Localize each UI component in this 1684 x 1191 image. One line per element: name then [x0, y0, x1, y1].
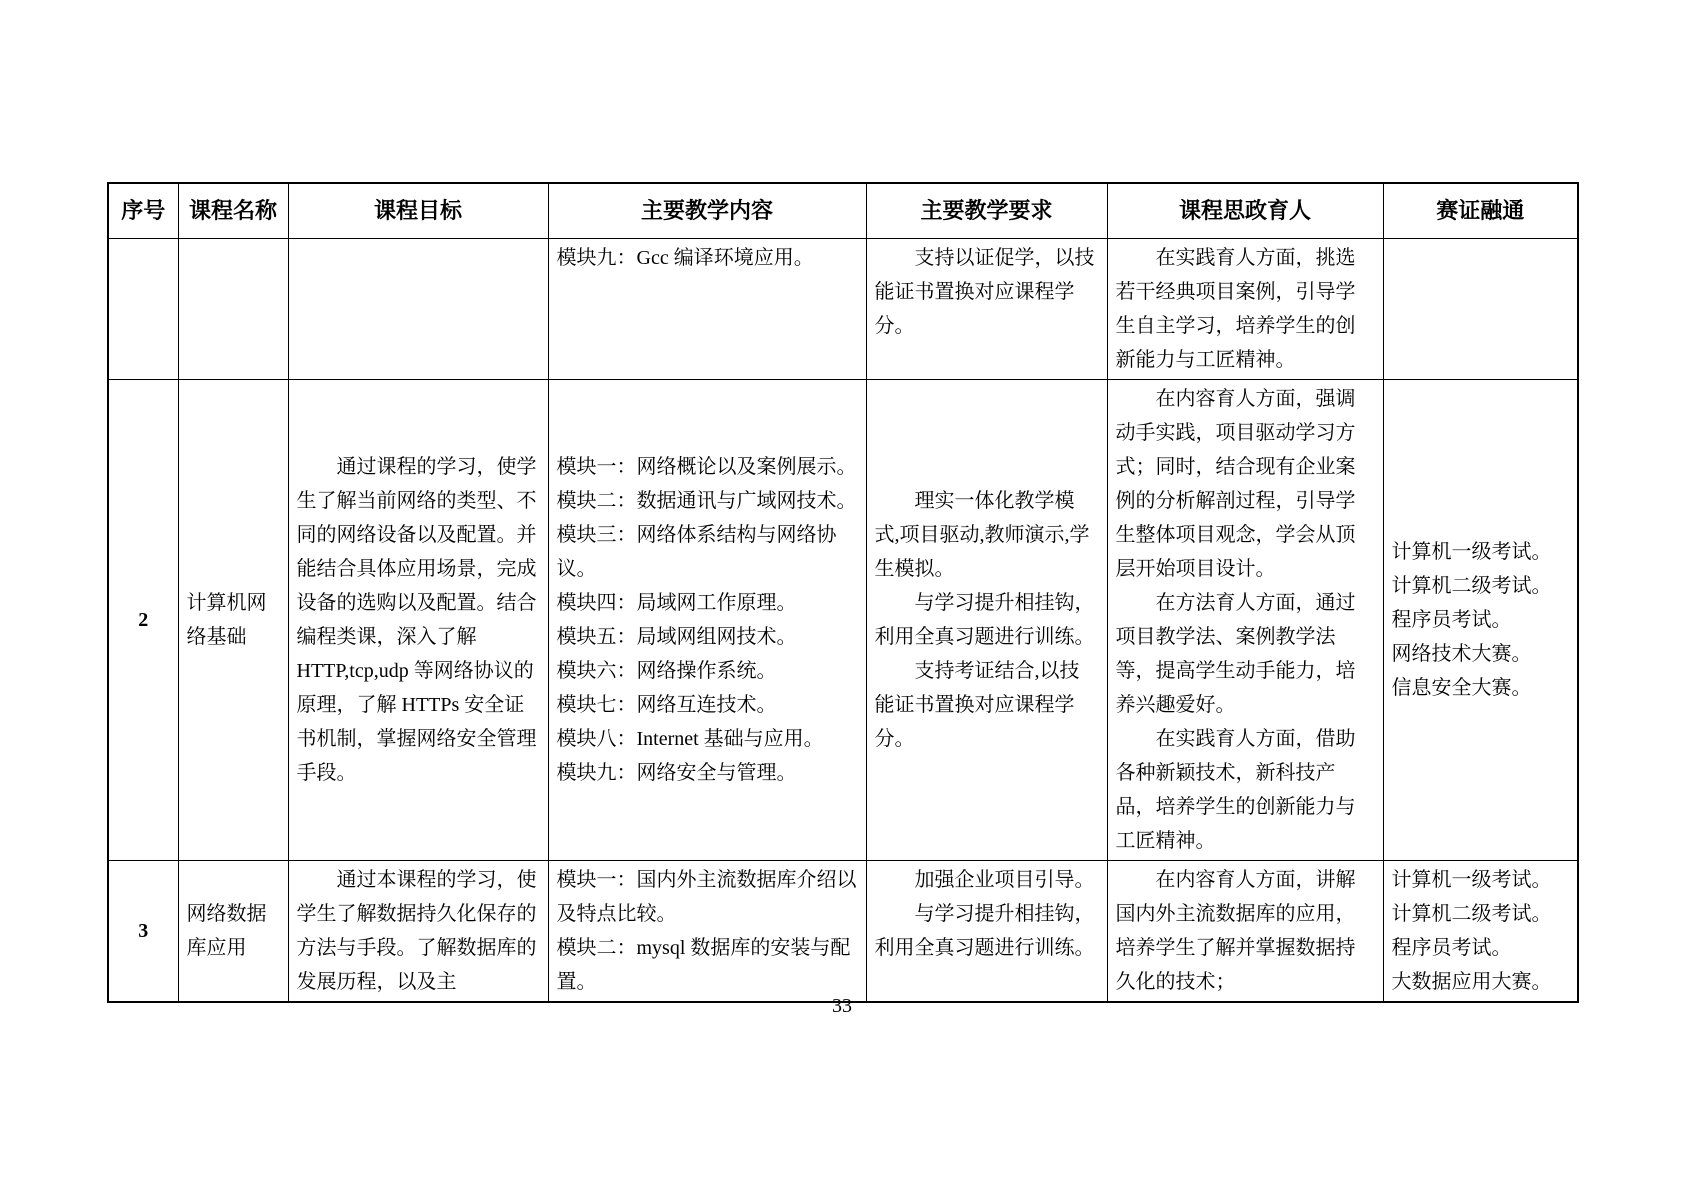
paragraph: 模块九：网络安全与管理。 — [556, 762, 797, 784]
paragraph: 通过课程的学习，使学生了解当前网络的类型、不同的网络设备以及配置。并能结合具体应用场景，完成设备的选购以及配置。结合编程类课，深入了解 HTTP,tcp,udp 等网络协议的原理，了解 HTTPs 安全证书机制，掌握网络安全管理手段。 — [296, 456, 537, 784]
table-row-course-3 — [108, 861, 1578, 1003]
paragraph: 模块四：局域网工作原理。 — [556, 592, 797, 614]
cell-ideology — [1107, 239, 1383, 380]
paragraph: 模块五：局域网组网技术。 — [556, 626, 797, 648]
paragraph: 信息安全大赛。 — [1391, 677, 1532, 699]
paragraph: 与学习提升相挂钩，利用全真习题进行训练。 — [874, 903, 1095, 959]
cell-objectives — [288, 861, 548, 1003]
paragraph: 网络技术大赛。 — [1391, 643, 1532, 665]
header-course-name: 课程名称 — [178, 183, 288, 239]
cell-objectives — [288, 239, 548, 380]
paragraph: 通过本课程的学习，使学生了解数据持久化保存的方法与手段。了解数据库的发展历程，以及主 — [296, 869, 537, 993]
cell-content — [548, 861, 866, 1003]
paragraph: 计算机一级考试。 — [1391, 869, 1552, 891]
cell-certs — [1383, 861, 1578, 1003]
paragraph: 与学习提升相挂钩，利用全真习题进行训练。 — [874, 592, 1095, 648]
paragraph: 程序员考试。 — [1391, 937, 1512, 959]
table-row-course-2 — [108, 380, 1578, 861]
paragraph: 大数据应用大赛。 — [1391, 971, 1552, 993]
paragraph: 加强企业项目引导。 — [914, 869, 1095, 891]
cell-requirements — [866, 861, 1107, 1003]
paragraph: 模块九：Gcc 编译环境应用。 — [556, 247, 814, 269]
paragraph: 理实一体化教学模式,项目驱动,教师演示,学生模拟。 — [874, 490, 1090, 580]
header-requirements: 主要教学要求 — [866, 183, 1107, 239]
cell-requirements — [866, 380, 1107, 861]
paragraph: 模块八：Internet 基础与应用。 — [556, 728, 824, 750]
cell-course-name: 网络数据库应用 — [178, 861, 288, 1003]
paragraph: 模块七：网络互连技术。 — [556, 694, 777, 716]
cell-certs — [1383, 380, 1578, 861]
table-header-row — [108, 183, 1578, 239]
paragraph: 程序员考试。 — [1391, 609, 1512, 631]
paragraph: 模块一：国内外主流数据库介绍以及特点比较。 — [556, 869, 857, 925]
paragraph: 模块二：数据通讯与广域网技术。 — [556, 490, 857, 512]
paragraph: 计算机二级考试。 — [1391, 903, 1552, 925]
paragraph: 模块一：网络概论以及案例展示。 — [556, 456, 857, 478]
cell-certs — [1383, 239, 1578, 380]
paragraph: 模块六：网络操作系统。 — [556, 660, 777, 682]
table-row-continuation — [108, 239, 1578, 380]
header-seq: 序号 — [108, 183, 178, 239]
header-ideology: 课程思政育人 — [1107, 183, 1383, 239]
cell-ideology — [1107, 380, 1383, 861]
cell-course-name: 计算机网络基础 — [178, 380, 288, 861]
paragraph: 支持以证促学，以技能证书置换对应课程学分。 — [874, 247, 1095, 337]
paragraph: 计算机一级考试。 — [1391, 541, 1552, 563]
course-table — [107, 182, 1579, 1003]
cell-content — [548, 380, 866, 861]
paragraph: 在方法育人方面，通过项目教学法、案例教学法等，提高学生动手能力，培养兴趣爱好。 — [1115, 592, 1356, 716]
cell-ideology — [1107, 861, 1383, 1003]
cell-requirements — [866, 239, 1107, 380]
paragraph: 在实践育人方面，借助各种新颖技术，新科技产品，培养学生的创新能力与工匠精神。 — [1115, 728, 1356, 852]
cell-course-name — [178, 239, 288, 380]
cell-seq — [108, 239, 178, 380]
page-number: 33 — [832, 995, 852, 1017]
paragraph: 支持考证结合,以技能证书置换对应课程学分。 — [874, 660, 1080, 750]
paragraph: 在实践育人方面，挑选若干经典项目案例，引导学生自主学习，培养学生的创新能力与工匠精神。 — [1115, 247, 1356, 371]
header-objectives: 课程目标 — [288, 183, 548, 239]
cell-content — [548, 239, 866, 380]
header-content: 主要教学内容 — [548, 183, 866, 239]
cell-objectives — [288, 380, 548, 861]
paragraph: 模块二：mysql 数据库的安装与配置。 — [556, 937, 851, 993]
cell-seq: 3 — [108, 861, 178, 1003]
paragraph: 在内容育人方面，强调动手实践，项目驱动学习方式；同时，结合现有企业案例的分析解剖过程，引导学生整体项目观念，学会从顶层开始项目设计。 — [1115, 388, 1356, 580]
paragraph: 在内容育人方面，讲解国内外主流数据库的应用，培养学生了解并掌握数据持久化的技术； — [1115, 869, 1356, 993]
paragraph: 计算机二级考试。 — [1391, 575, 1552, 597]
header-certs: 赛证融通 — [1383, 183, 1578, 239]
document-page — [107, 182, 1579, 1003]
cell-seq: 2 — [108, 380, 178, 861]
paragraph: 模块三：网络体系结构与网络协议。 — [556, 524, 837, 580]
